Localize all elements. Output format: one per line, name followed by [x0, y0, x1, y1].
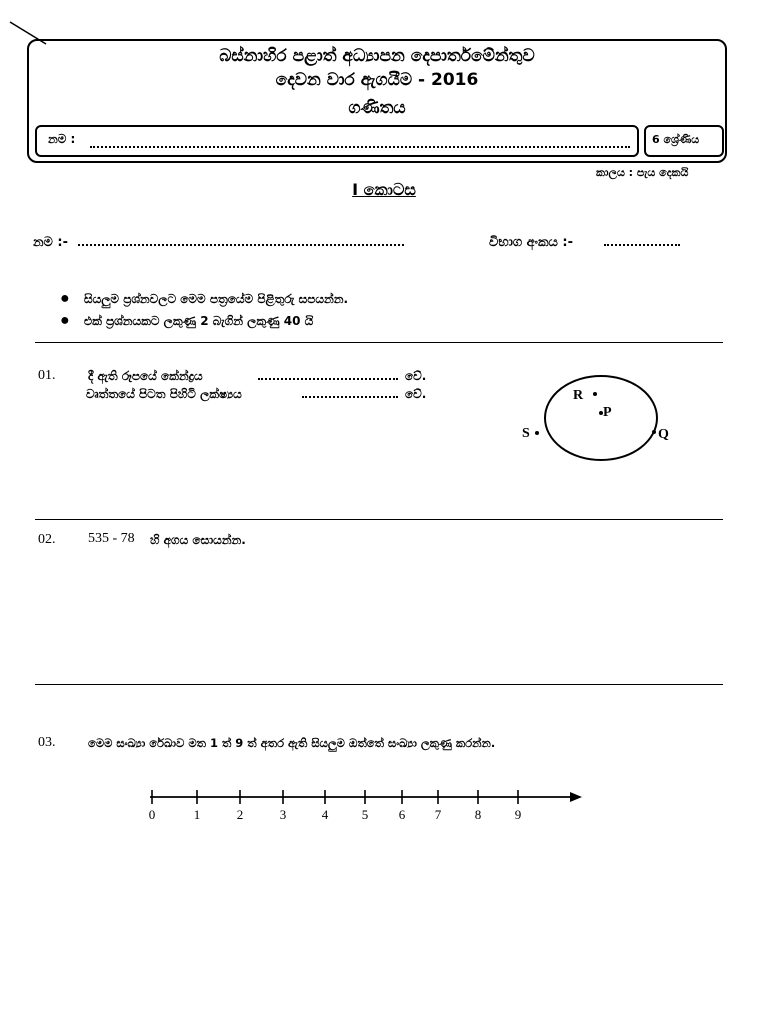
- candidate-name-label: නම :-: [33, 235, 69, 250]
- subject-title: ගණිතය: [348, 98, 406, 118]
- bullet-icon: ●: [60, 290, 70, 307]
- tick-group: [149, 790, 522, 822]
- number-line-tick-label: 0: [148, 807, 156, 822]
- question-1-line-1: දී ඇති රූපයේ කේන්ද්‍රය: [88, 369, 203, 383]
- question-1-line-2-end: වේ.: [405, 387, 427, 401]
- instruction-1: සියලුම ප්‍රශ්නවලට මෙම පත්‍රයේම පිළිතුරු සපයන්න.: [84, 292, 348, 306]
- section-divider: [35, 342, 723, 343]
- circle-outline: [545, 376, 657, 460]
- point-r-dot: [593, 392, 597, 396]
- term-exam-title: දෙවන වාර ඇගයීම - 2016: [275, 70, 479, 90]
- point-s-label: S: [522, 426, 530, 441]
- name-box-field[interactable]: [90, 136, 630, 148]
- number-line-tick-label: 6: [398, 807, 406, 822]
- number-line-tick-label: 8: [474, 807, 482, 822]
- point-p-label: P: [603, 405, 612, 420]
- question-2-expression: 535 - 78: [88, 531, 135, 546]
- question-1-line-1-end: වේ.: [405, 369, 427, 383]
- department-title: බස්නාහිර පළාත් අධ්‍යාපන දෙපාර්තමේන්තුව: [219, 46, 535, 66]
- number-line-tick-label: 2: [236, 807, 244, 822]
- part-title-text: I කොටස: [352, 180, 416, 199]
- number-line-tick-label: 1: [193, 807, 201, 822]
- question-1-number: 01.: [38, 368, 56, 383]
- part-title: [0, 180, 768, 200]
- point-r-label: R: [573, 388, 584, 403]
- index-number-field[interactable]: [604, 234, 680, 246]
- number-line-arrow-icon: [570, 792, 582, 802]
- point-s-dot: [535, 431, 539, 435]
- grade-label: 6 ශ්‍රේණිය: [652, 133, 700, 146]
- section-divider: [35, 519, 723, 520]
- question-2-text: හි අගය සොයන්න.: [150, 533, 246, 547]
- number-line-tick-label: 7: [434, 807, 442, 822]
- question-3-number: 03.: [38, 735, 56, 750]
- number-line-tick-label: 9: [514, 807, 522, 822]
- number-line-tick-label: 4: [321, 807, 329, 822]
- answer-field-1a[interactable]: [258, 369, 398, 380]
- section-divider: [35, 684, 723, 685]
- instruction-2: එක් ප්‍රශ්නයකට ලකුණු 2 බැගින් ලකුණු 40 යි: [84, 314, 314, 328]
- number-line: [140, 784, 590, 824]
- number-line-tick-label: 3: [279, 807, 287, 822]
- number-line-tick-label: 5: [361, 807, 369, 822]
- question-2-number: 02.: [38, 532, 56, 547]
- time-label: කාලය : පැය දෙකයි: [596, 166, 689, 179]
- question-3-text: මෙම සංඛ්‍යා රේඛාව මත 1 ත් 9 ත් අතර ඇති සියලුම ඔත්තේ සංඛ්‍යා ලකුණු කරන්න.: [88, 736, 496, 750]
- index-number-label: විභාග අංකය :-: [489, 235, 574, 250]
- answer-field-1b[interactable]: [302, 387, 398, 398]
- candidate-name-field[interactable]: [78, 234, 404, 246]
- circle-figure: [510, 372, 680, 472]
- name-box-label: නම :: [48, 132, 76, 146]
- bullet-icon: ●: [60, 312, 70, 329]
- question-1-line-2: වෘත්තයේ පිටත පිහිටි ලක්ෂ්‍යය: [86, 387, 242, 401]
- point-q-dot: [652, 430, 656, 434]
- point-q-label: Q: [658, 427, 669, 442]
